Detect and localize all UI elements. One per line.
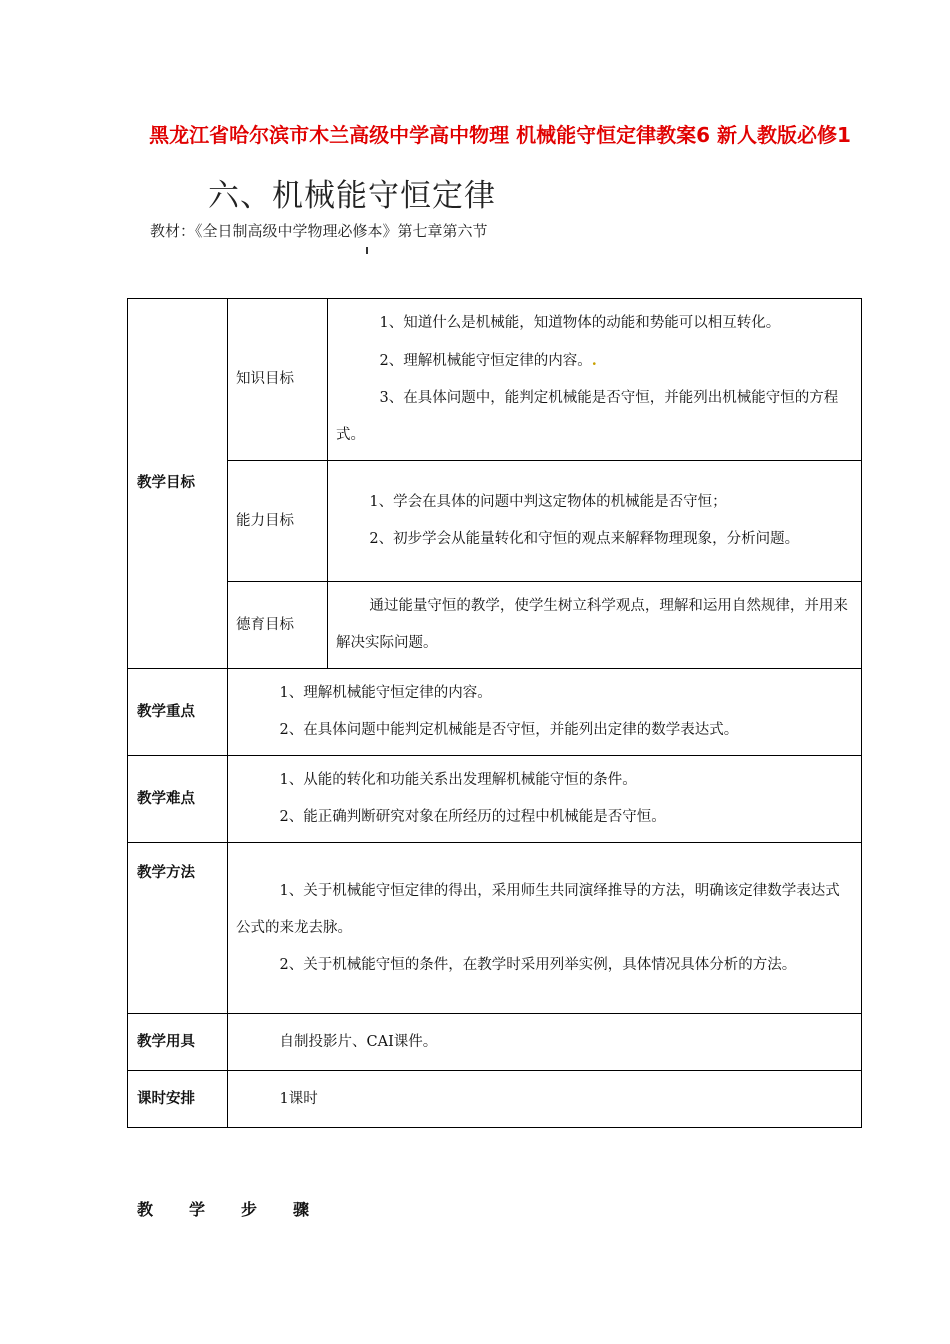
document-title: 黑龙江省哈尔滨市木兰高级中学高中物理 机械能守恒定律教案6 新人教版必修1: [149, 123, 851, 147]
key-points-row: [128, 669, 862, 756]
ability-item: 2、初步学会从能量转化和守恒的观点来解释物理现象，分析问题。: [369, 531, 800, 547]
moral-goal-label: 德育目标: [228, 582, 328, 669]
objectives-label: 教学目标: [128, 299, 228, 669]
method-item: 1、关于机械能守恒定律的得出，采用师生共同演绎推导的方法，明确该定律数学表达式公式的来龙去脉。: [236, 882, 840, 936]
difficulties-content: [228, 756, 862, 843]
knowledge-item: 3、在具体问题中，能判定机械能是否守恒，并能列出机械能守恒的方程式。: [336, 390, 839, 443]
moral-goal-content: [328, 582, 862, 669]
difficulty-item: 2、能正确判断研究对象在所经历的过程中机械能是否守恒。: [279, 809, 666, 825]
schedule-row: [128, 1071, 862, 1128]
schedule-content: [228, 1071, 862, 1128]
ability-goal-label: 能力目标: [228, 461, 328, 582]
steps-char: 学: [189, 1200, 206, 1219]
difficulty-item: 1、从能的转化和功能关系出发理解机械能守恒的条件。: [279, 772, 637, 788]
schedule-label: 课时安排: [128, 1071, 228, 1128]
difficulties-label: 教学难点: [128, 756, 228, 843]
schedule-value: 1课时: [279, 1090, 318, 1107]
knowledge-goal-content: [328, 299, 862, 461]
ability-item: 1、学会在具体的问题中判这定物体的机械能是否守恒；: [369, 494, 727, 510]
methods-label: 教学方法: [128, 843, 228, 1014]
objectives-knowledge-row: [128, 299, 862, 461]
knowledge-item: 1、知道什么是机械能，知道物体的动能和势能可以相互转化。: [379, 315, 781, 331]
method-item: 2、关于机械能守恒的条件，在教学时采用列举实例，具体情况具体分析的方法。: [279, 956, 797, 973]
ability-goal-content: [328, 461, 862, 582]
key-point-item: 2、在具体问题中能判定机械能是否守恒，并能列出定律的数学表达式。: [279, 722, 739, 738]
steps-char: 教: [137, 1200, 154, 1219]
tools-content: [228, 1014, 862, 1071]
section-heading: 六、机械能守恒定律: [208, 178, 496, 214]
key-point-item: 1、理解机械能守恒定律的内容。: [279, 685, 492, 701]
moral-item: 通过能量守恒的教学，使学生树立科学观点，理解和运用自然规律，并用来解决实际问题。: [336, 598, 848, 651]
methods-content: [228, 843, 862, 1014]
stray-mark: [366, 247, 368, 254]
tools-value: 自制投影片、CAI课件。: [279, 1033, 438, 1050]
textbook-reference: 教材：《全日制高级中学物理必修本》第七章第六节: [150, 222, 488, 240]
methods-row: [128, 843, 862, 1014]
key-points-content: [228, 669, 862, 756]
objectives-moral-row: [128, 582, 862, 669]
knowledge-item: 2、理解机械能守恒定律的内容。.: [379, 352, 597, 369]
tools-label: 教学用具: [128, 1014, 228, 1071]
difficulties-row: [128, 756, 862, 843]
tools-row: [128, 1014, 862, 1071]
teaching-steps-heading: [137, 1197, 345, 1220]
key-points-label: 教学重点: [128, 669, 228, 756]
lesson-plan-table: [127, 298, 862, 1128]
objectives-ability-row: [128, 461, 862, 582]
steps-char: 步: [241, 1200, 258, 1219]
knowledge-goal-label: 知识目标: [228, 299, 328, 461]
dot-mark: .: [591, 352, 597, 369]
steps-char: 骤: [293, 1200, 310, 1219]
